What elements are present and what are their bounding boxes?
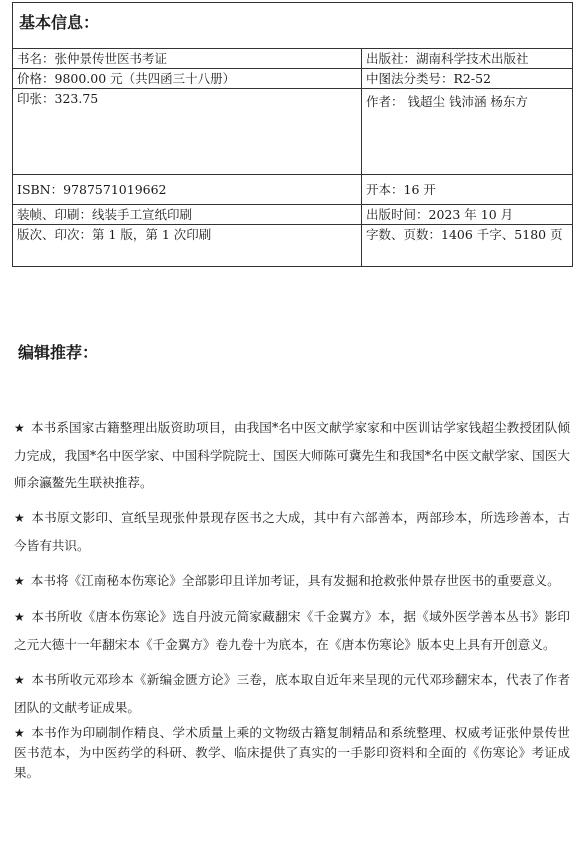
- format-cell: 开本：16 开: [362, 175, 573, 205]
- binding-cell: 装帧、印刷：线装手工宣纸印刷: [13, 205, 362, 225]
- basic-info-table: [12, 2, 573, 267]
- publisher-cell: 出版社：湖南科学技术出版社: [362, 49, 573, 69]
- price-cell: 价格：9800.00 元（共四函三十八册）: [13, 69, 362, 89]
- publish-date-cell: 出版时间：2023 年 10 月: [362, 205, 573, 225]
- book-title-cell: 书名：张仲景传世医书考证: [13, 49, 362, 69]
- classification-cell: 中图法分类号：R2-52: [362, 69, 573, 89]
- basic-info-heading: 基本信息：: [13, 3, 573, 49]
- list-item: [14, 414, 570, 496]
- list-item: [14, 603, 570, 658]
- table-row: [13, 69, 573, 89]
- list-item-text: 本书所收元邓珍本《新编金匮方论》三卷，底本取自近年来呈现的元代邓珍翻宋本，代表了作者团队的文献考证成果。: [14, 672, 570, 715]
- list-item: [14, 504, 570, 559]
- word-page-count-cell: 字数、页数：1406 千字、5180 页: [362, 225, 573, 267]
- list-item-text: 本书将《江南秘本伤寒论》全部影印且详加考证，具有发掘和抢救张仲景存世医书的重要意义。: [30, 573, 560, 588]
- list-item: [14, 567, 570, 595]
- list-item: [14, 723, 570, 783]
- table-row: [13, 175, 573, 205]
- table-row: [13, 225, 573, 267]
- list-item: [14, 666, 570, 721]
- isbn-cell: ISBN：9787571019662: [13, 175, 362, 205]
- star-icon: ★: [14, 726, 25, 740]
- table-title-row: [13, 3, 573, 49]
- star-icon: ★: [14, 574, 25, 588]
- list-item-text: 本书作为印刷制作精良、学术质量上乘的文物级古籍复制精品和系统整理、权威考证张仲景传世医书范本，为中医药学的科研、教学、临床提供了真实的一手影印资料和全面的《伤寒论》考证成果。: [14, 725, 570, 780]
- recommend-heading: 编辑推荐：: [18, 343, 99, 362]
- star-icon: ★: [14, 673, 25, 687]
- star-icon: ★: [14, 421, 25, 435]
- table-row: [13, 89, 573, 175]
- list-item-text: 本书系国家古籍整理出版资助项目，由我国*名中医文献学家家和中医训诂学家钱超尘教授团队倾力完成，我国*名中医学家、中国科学院院士、国医大师陈可冀先生和我国*名中医文献学家、国医大师余瀛鳌先生联袂推荐。: [14, 420, 570, 490]
- list-item-text: 本书原文影印、宣纸呈现张仲景现存医书之大成，其中有六部善本，两部珍本，所选珍善本，古今皆有共识。: [14, 510, 570, 553]
- edition-cell: 版次、印次：第 1 版，第 1 次印刷: [13, 225, 362, 267]
- recommend-list: [14, 414, 570, 791]
- star-icon: ★: [14, 610, 25, 624]
- authors-cell: 作者： 钱超尘 钱沛涵 杨东方: [362, 89, 573, 175]
- star-icon: ★: [14, 511, 25, 525]
- table-row: [13, 205, 573, 225]
- table-row: [13, 49, 573, 69]
- sheets-cell: 印张：323.75: [13, 89, 362, 175]
- list-item-text: 本书所收《唐本伤寒论》选自丹波元简家藏翻宋《千金翼方》本，据《域外医学善本丛书》影印之元大德十一年翻宋本《千金翼方》卷九卷十为底本，在《唐本伤寒论》版本史上具有开创意义。: [14, 609, 570, 652]
